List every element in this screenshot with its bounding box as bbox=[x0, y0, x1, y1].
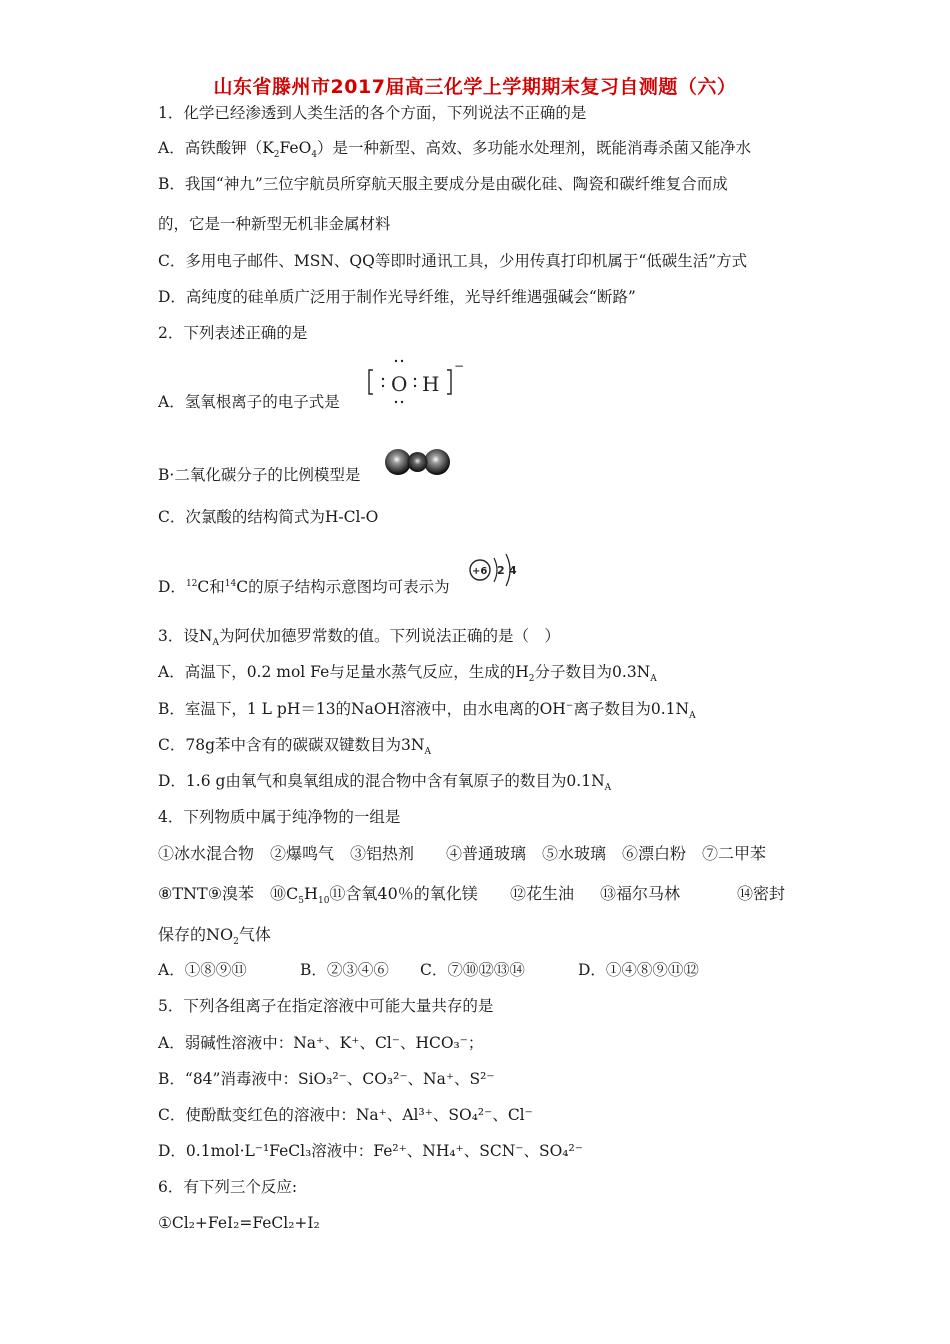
charge-sign: − bbox=[454, 359, 465, 373]
question-5-stem: 5．下列各组离子在指定溶液中可能大量共存的是 bbox=[158, 997, 494, 1015]
text: FeO bbox=[279, 139, 312, 157]
text: ⑧TNT⑨溴苯 ⑩C bbox=[158, 884, 299, 903]
question-1-option-a bbox=[158, 138, 752, 161]
shell-2-electrons: 4 bbox=[509, 564, 517, 577]
superscript: 12 bbox=[185, 578, 198, 589]
subscript: 2 bbox=[528, 674, 535, 685]
subscript: 2 bbox=[273, 150, 280, 161]
question-2-option-b: B·二氧化碳分子的比例模型是 bbox=[158, 466, 361, 484]
subscript: 10 bbox=[317, 896, 330, 907]
text: ）是一种新型、高效、多功能水处理剂，既能消毒杀菌又能净水 bbox=[317, 139, 752, 157]
question-1-option-b-cont: 的，它是一种新型无机非金属材料 bbox=[158, 215, 391, 233]
subscript: 5 bbox=[298, 896, 305, 907]
question-5-option-a: A．弱碱性溶液中：Na⁺、K⁺、Cl⁻、HCO₃⁻； bbox=[158, 1034, 484, 1052]
subscript: A bbox=[212, 638, 219, 649]
text: 分子数目为0.3N bbox=[534, 663, 651, 681]
question-3-option-d bbox=[158, 771, 612, 794]
question-6-reaction-1: ①Cl₂+FeI₂=FeCl₂+I₂ bbox=[158, 1214, 320, 1232]
text: D． bbox=[158, 578, 186, 596]
nucleus-charge: +6 bbox=[472, 566, 488, 577]
page-title: 山东省滕州市2017届高三化学上学期期末复习自测题（六） bbox=[213, 76, 737, 98]
superscript: 14 bbox=[224, 578, 237, 589]
question-4-items-row-3 bbox=[158, 925, 271, 948]
shell-1-electrons: 2 bbox=[497, 564, 505, 577]
question-3-stem bbox=[158, 626, 560, 649]
text: 气体 bbox=[238, 925, 271, 944]
text: H bbox=[304, 884, 318, 903]
question-4-option-c: C．⑦⑩⑫⑬⑭ bbox=[420, 961, 525, 979]
subscript: A bbox=[424, 747, 431, 758]
carbon-atom-structure-diagram bbox=[466, 548, 526, 592]
subscript: 4 bbox=[311, 150, 318, 161]
question-3-option-c bbox=[158, 735, 431, 758]
text: C和 bbox=[197, 578, 225, 596]
question-1-option-b: B．我国“神九”三位宇航员所穿航天服主要成分是由碳化硅、陶瓷和碳纤维复合而成 bbox=[158, 175, 728, 193]
text: 为阿伏加德罗常数的值。下列说法正确的是（ ） bbox=[218, 627, 560, 645]
question-2-option-c: C．次氯酸的结构简式为H-Cl-O bbox=[158, 508, 379, 526]
question-4-item-13: ⑬福尔马林 bbox=[600, 884, 681, 903]
text: 保存的NO bbox=[158, 925, 234, 944]
co2-space-filling-model bbox=[383, 447, 453, 477]
question-4-item-14: ⑭密封 bbox=[737, 884, 786, 903]
subscript: A bbox=[689, 711, 696, 722]
question-6-stem: 6．有下列三个反应: bbox=[158, 1178, 298, 1196]
text: C．78g苯中含有的碳碳双键数目为3N bbox=[158, 736, 425, 754]
question-5-option-c: C．使酚酞变红色的溶液中：Na⁺、Al³⁺、SO₄²⁻、Cl⁻ bbox=[158, 1106, 533, 1124]
hydrogen-symbol: H bbox=[422, 372, 440, 396]
question-4-stem: 4．下列物质中属于纯净物的一组是 bbox=[158, 808, 401, 826]
question-4-item-12: ⑫花生油 bbox=[510, 884, 575, 903]
subscript: A bbox=[650, 674, 657, 685]
question-4-option-a: A．①⑧⑨⑪ bbox=[158, 961, 247, 979]
text: 离子数目为0.1N bbox=[573, 700, 690, 718]
text: B．室温下，1 L pH＝13的NaOH溶液中，由水电离的OH bbox=[158, 700, 566, 718]
text: D．1.6 g由氧气和臭氧组成的混合物中含有氧原子的数目为0.1N bbox=[158, 772, 605, 790]
text: A．高铁酸钾（K bbox=[158, 139, 274, 157]
text: A．高温下，0.2 mol Fe与足量水蒸气反应，生成的H bbox=[158, 663, 529, 681]
question-2-stem: 2．下列表述正确的是 bbox=[158, 324, 308, 342]
question-5-option-d: D．0.1mol·L⁻¹FeCl₃溶液中：Fe²⁺、NH₄⁺、SCN⁻、SO₄²⁻ bbox=[158, 1142, 583, 1160]
subscript: 2 bbox=[233, 937, 239, 948]
question-1-stem: 1．化学已经渗透到人类生活的各个方面，下列说法不正确的是 bbox=[158, 104, 587, 122]
question-1-option-d: D．高纯度的硅单质广泛用于制作光导纤维，光导纤维遇强碱会“断路” bbox=[158, 288, 636, 306]
question-4-option-d: D．①④⑧⑨⑪⑫ bbox=[578, 961, 699, 979]
oxygen-atom bbox=[424, 449, 450, 475]
superscript: − bbox=[565, 700, 574, 711]
question-2-option-a: A．氢氧根离子的电子式是 bbox=[158, 393, 340, 411]
text: ⑪含氧40％的氧化镁 bbox=[329, 884, 478, 903]
subscript: A bbox=[604, 783, 612, 794]
text: C的原子结构示意图均可表示为 bbox=[236, 578, 450, 596]
question-1-option-c: C．多用电子邮件、MSN、QQ等即时通讯工具，少用传真打印机属于“低碳生活”方式 bbox=[158, 252, 748, 270]
question-2-option-d bbox=[158, 577, 450, 597]
question-3-option-a bbox=[158, 662, 657, 685]
oxygen-symbol: O bbox=[391, 372, 408, 396]
question-3-option-b bbox=[158, 699, 696, 722]
carbon-atom bbox=[408, 452, 428, 472]
text: 3．设N bbox=[158, 627, 213, 645]
hydroxide-electron-formula bbox=[365, 358, 475, 406]
question-4-option-b: B．②③④⑥ bbox=[300, 961, 389, 979]
oxygen-atom bbox=[385, 449, 411, 475]
question-4-items-row-2 bbox=[158, 884, 478, 907]
question-5-option-b: B．“84”消毒液中：SiO₃²⁻、CO₃²⁻、Na⁺、S²⁻ bbox=[158, 1070, 495, 1088]
question-4-items-row-1: ①冰水混合物 ②爆鸣气 ③铝热剂 ④普通玻璃 ⑤水玻璃 ⑥漂白粉 ⑦二甲苯 bbox=[158, 844, 767, 863]
